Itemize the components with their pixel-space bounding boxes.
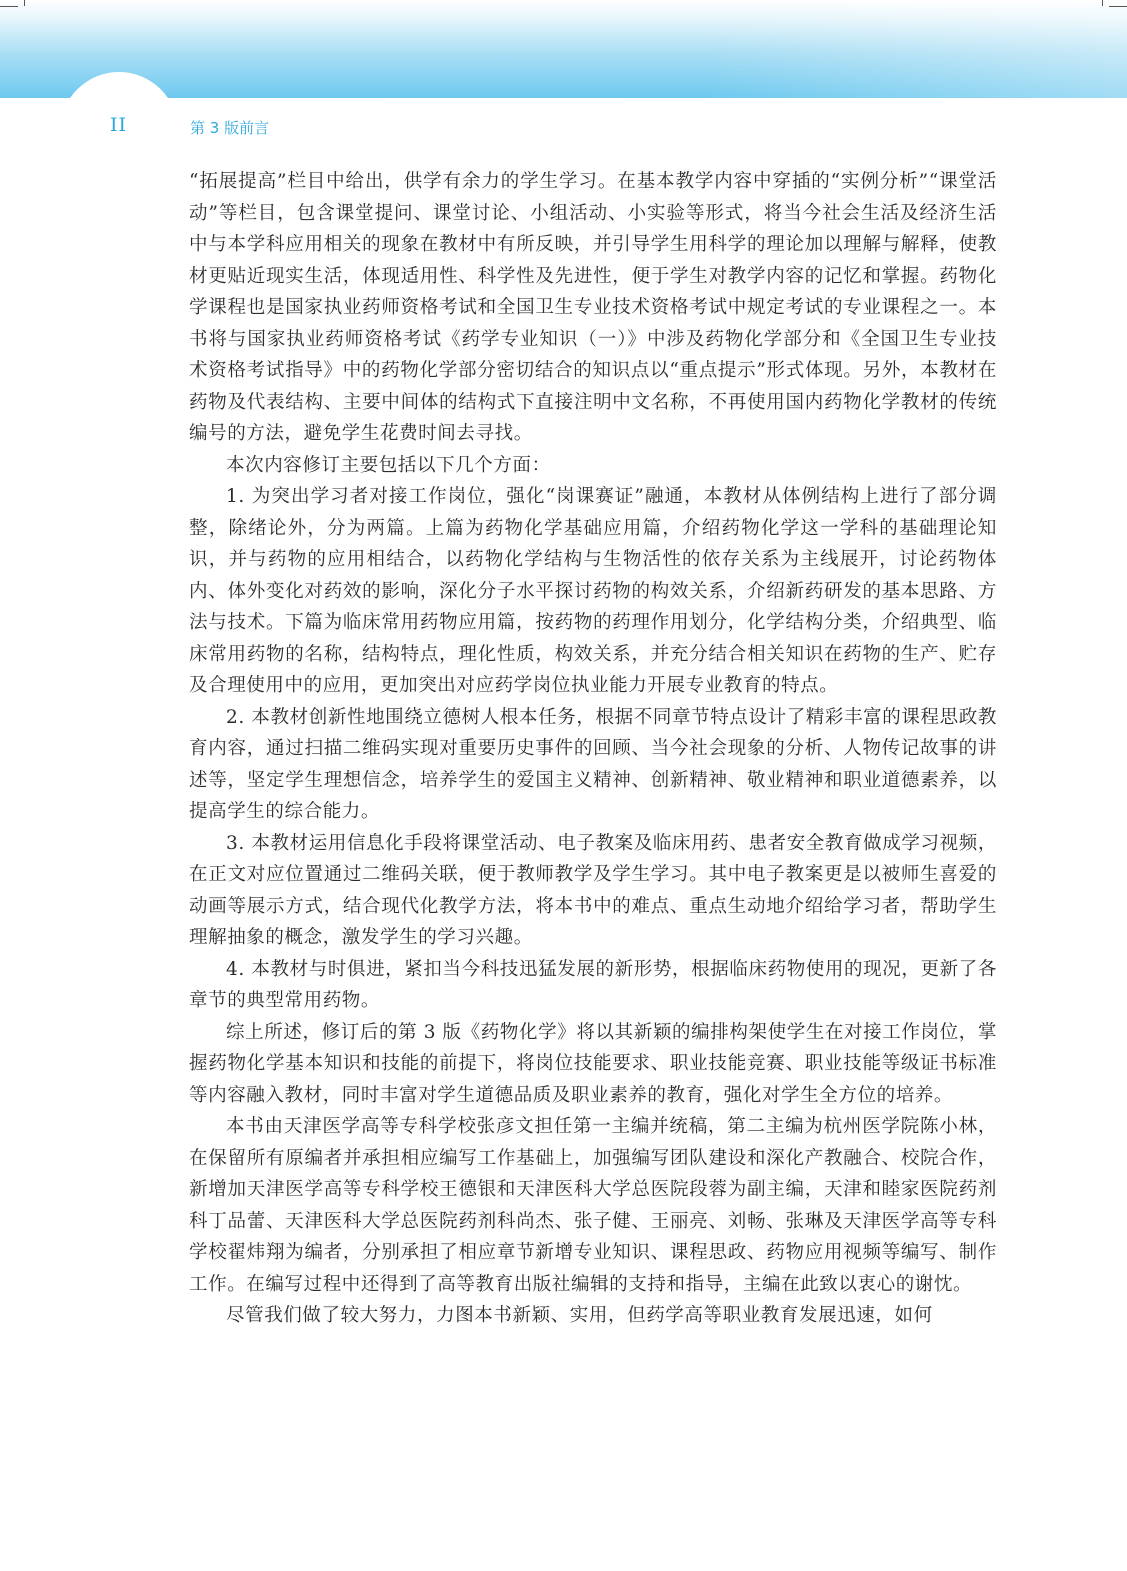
paragraph-5: 3. 本教材运用信息化手段将课堂活动、电子教案及临床用药、患者安全教育做成学习视频，在正文对应位置通过二维码关联，便于教师教学及学生学习。其中电子教案更是以被师生喜爱的动画等展示方式，结合现代化教学方法，将本书中的难点、重点生动地介绍给学习者，帮助学生理解抽象的概念，激发学生的学习兴趣。 (189, 832, 997, 948)
paragraph-6: 4. 本教材与时俱进，紧扣当今科技迅猛发展的新形势，根据临床药物使用的现况，更新了各章节的典型常用药物。 (189, 958, 997, 1011)
paragraph-1: “拓展提高”栏目中给出，供学有余力的学生学习。在基本教学内容中穿插的“实例分析”“课堂活动”等栏目，包含课堂提问、课堂讨论、小组活动、小实验等形式，将当今社会生活及经济生活中与本学科应用相关的现象在教材中有所反映，并引导学生用科学的理论加以理解与解释，使教材更贴近现实生活，体现适用性、科学性及先进性，便于学生对教学内容的记忆和掌握。药物化学课程也是国家执业药师资格考试和全国卫生专业技术资格考试中规定考试的专业课程之一。本书将与国家执业药师资格考试《药学专业知识（一）》中涉及药物化学部分和《全国卫生专业技术资格考试指导》中的药物化学部分密切结合的知识点以“重点提示”形式体现。另外，本教材在药物及代表结构、主要中间体的结构式下直接注明中文名称，不再使用国内药物化学教材的传统编号的方法，避免学生花费时间去寻找。 (189, 171, 997, 444)
paragraph-2: 本次内容修订主要包括以下几个方面： (226, 454, 551, 476)
paragraph-3: 1. 为突出学习者对接工作岗位，强化“岗课赛证”融通，本教材从体例结构上进行了部分调整，除绪论外，分为两篇。上篇为药物化学基础应用篇，介绍药物化学这一学科的基础理论知识，并与药物的应用相结合，以药物化学结构与生物活性的依存关系为主线展开，讨论药物体内、体外变化对药效的影响，深化分子水平探讨药物的构效关系，介绍新药研发的基本思路、方法与技术。下篇为临床常用药物应用篇，按药物的药理作用划分，化学结构分类，介绍典型、临床常用药物的名称，结构特点，理化性质，构效关系，并充分结合相关知识在药物的生产、贮存及合理使用中的应用，更加突出对应药学岗位执业能力开展专业教育的特点。 (189, 486, 997, 696)
paragraph-7: 综上所述，修订后的第 3 版《药物化学》将以其新颖的编排构架使学生在对接工作岗位，掌握药物化学基本知识和技能的前提下，将岗位技能要求、职业技能竞赛、职业技能等级证书标准等内容融入教材，同时丰富对学生道德品质及职业素养的教育，强化对学生全方位的培养。 (189, 1021, 997, 1106)
crop-mark-top-left-vertical (24, 0, 25, 6)
paragraph-4: 2. 本教材创新性地围绕立德树人根本任务，根据不同章节特点设计了精彩丰富的课程思政教育内容，通过扫描二维码实现对重要历史事件的回顾、当今社会现象的分析、人物传记故事的讲述等，坚定学生理想信念，培养学生的爱国主义精神、创新精神、敬业精神和职业道德素养，以提高学生的综合能力。 (189, 706, 997, 822)
crop-mark-top-right-vertical (1102, 0, 1103, 6)
running-title: 第 3 版前言 (190, 119, 270, 137)
paragraph-8: 本书由天津医学高等专科学校张彦文担任第一主编并统稿，第二主编为杭州医学院陈小林，在保留所有原编者并承担相应编写工作基础上，加强编写团队建设和深化产教融合、校院合作，新增加天津医学高等专科学校王德银和天津医科大学总医院段蓉为副主编，天津和睦家医院药剂科丁品蕾、天津医科大学总医院药剂科尚杰、张子健、王丽亮、刘畅、张琳及天津医学高等专科学校翟炜翔为编者，分别承担了相应章节新增专业知识、课程思政、药物应用视频等编写、制作工作。在编写过程中还得到了高等教育出版社编辑的支持和指导，主编在此致以衷心的谢忱。 (189, 1116, 997, 1295)
paragraph-9: 尽管我们做了较大努力，力图本书新颖、实用，但药学高等职业教育发展迅速，如何 (226, 1305, 933, 1326)
page-number: II (110, 114, 128, 136)
crop-mark-top-right (1109, 6, 1127, 7)
crop-mark-top-left (0, 6, 18, 7)
header-band (0, 0, 1127, 98)
body-text (189, 166, 997, 1332)
